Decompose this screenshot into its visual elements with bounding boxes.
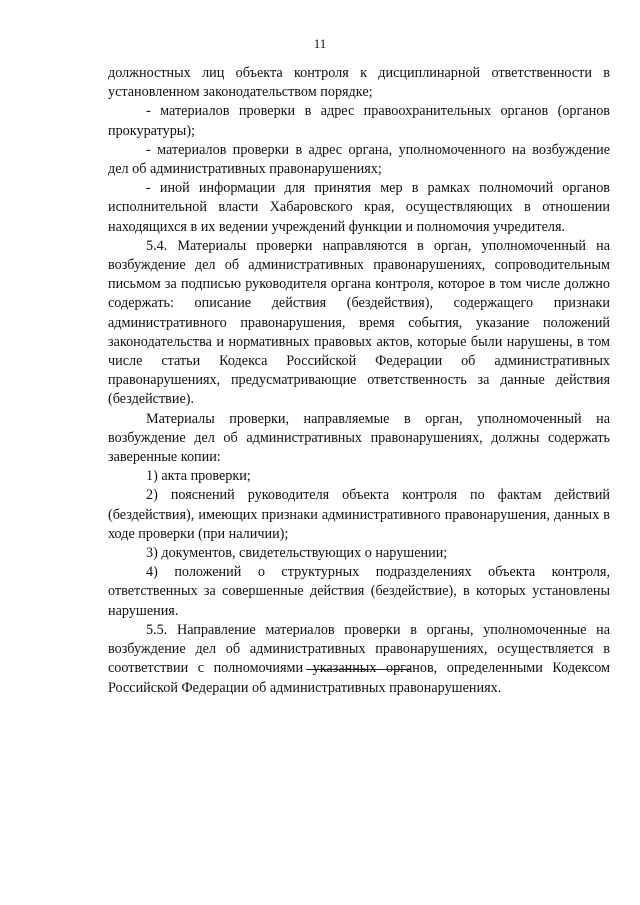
- list-item-administrative-body: - материалов проверки в адрес органа, уполномоченного на возбуждение дел об административных правонарушениях;: [108, 141, 610, 178]
- list-item-3: 3) документов, свидетельствующих о нарушении;: [146, 545, 448, 562]
- list-item-law-enforcement: - материалов проверки в адрес правоохранительных органов (органов прокуратуры);: [108, 103, 610, 139]
- list-item-1: 1) акта проверки;: [146, 468, 251, 485]
- page-number: 11: [313, 36, 327, 51]
- paragraph-continuation: должностных лиц объекта контроля к дисциплинарной ответственности в установленном законодательством порядке;: [108, 65, 610, 101]
- paragraph-5-5: 5.5. Направление материалов проверки в органы, уполномоченные на возбуждение дел об административных правонарушениях, осуществляется в соответствии с полномочиями указанных органов, определенными Кодексом Российской Федерации об административных правонарушениях.: [108, 621, 610, 696]
- end-separator-line: [306, 669, 410, 670]
- list-item-2: 2) пояснений руководителя объекта контроля по фактам действий (бездействия), имеющих признаки административного правонарушения, данных в ходе проверки (при наличии);: [108, 487, 610, 542]
- paragraph-materials: Материалы проверки, направляемые в орган, уполномоченный на возбуждение дел об административных правонарушениях, должны содержать заверенные копии:: [108, 410, 610, 466]
- paragraph-5-4: 5.4. Материалы проверки направляются в орган, уполномоченный на возбуждение дел об административных правонарушениях, сопроводительным письмом за подписью руководителя органа контроля, которое в том числе должно содержать: описание действия (бездействия), содержащего признаки административного правонарушения, время события, указание положений законодательства и нормативных правовых актов, которые были нарушены, в том числе статьи Кодекса Российской Федерации об административных правонарушениях, предусматривающие ответственность за данные действия (бездействие).: [108, 237, 610, 408]
- document-body: [108, 64, 610, 698]
- list-item-4: 4) положений о структурных подразделениях объекта контроля, ответственных за совершенные действия (бездействие), в которых установлены нарушения.: [108, 564, 610, 619]
- list-item-other-information: - иной информации для принятия мер в рамках полномочий органов исполнительной власти Хабаровского края, осуществляющих в отношении находящихся в их ведении учреждений функции и полномочия учредителя.: [108, 180, 610, 235]
